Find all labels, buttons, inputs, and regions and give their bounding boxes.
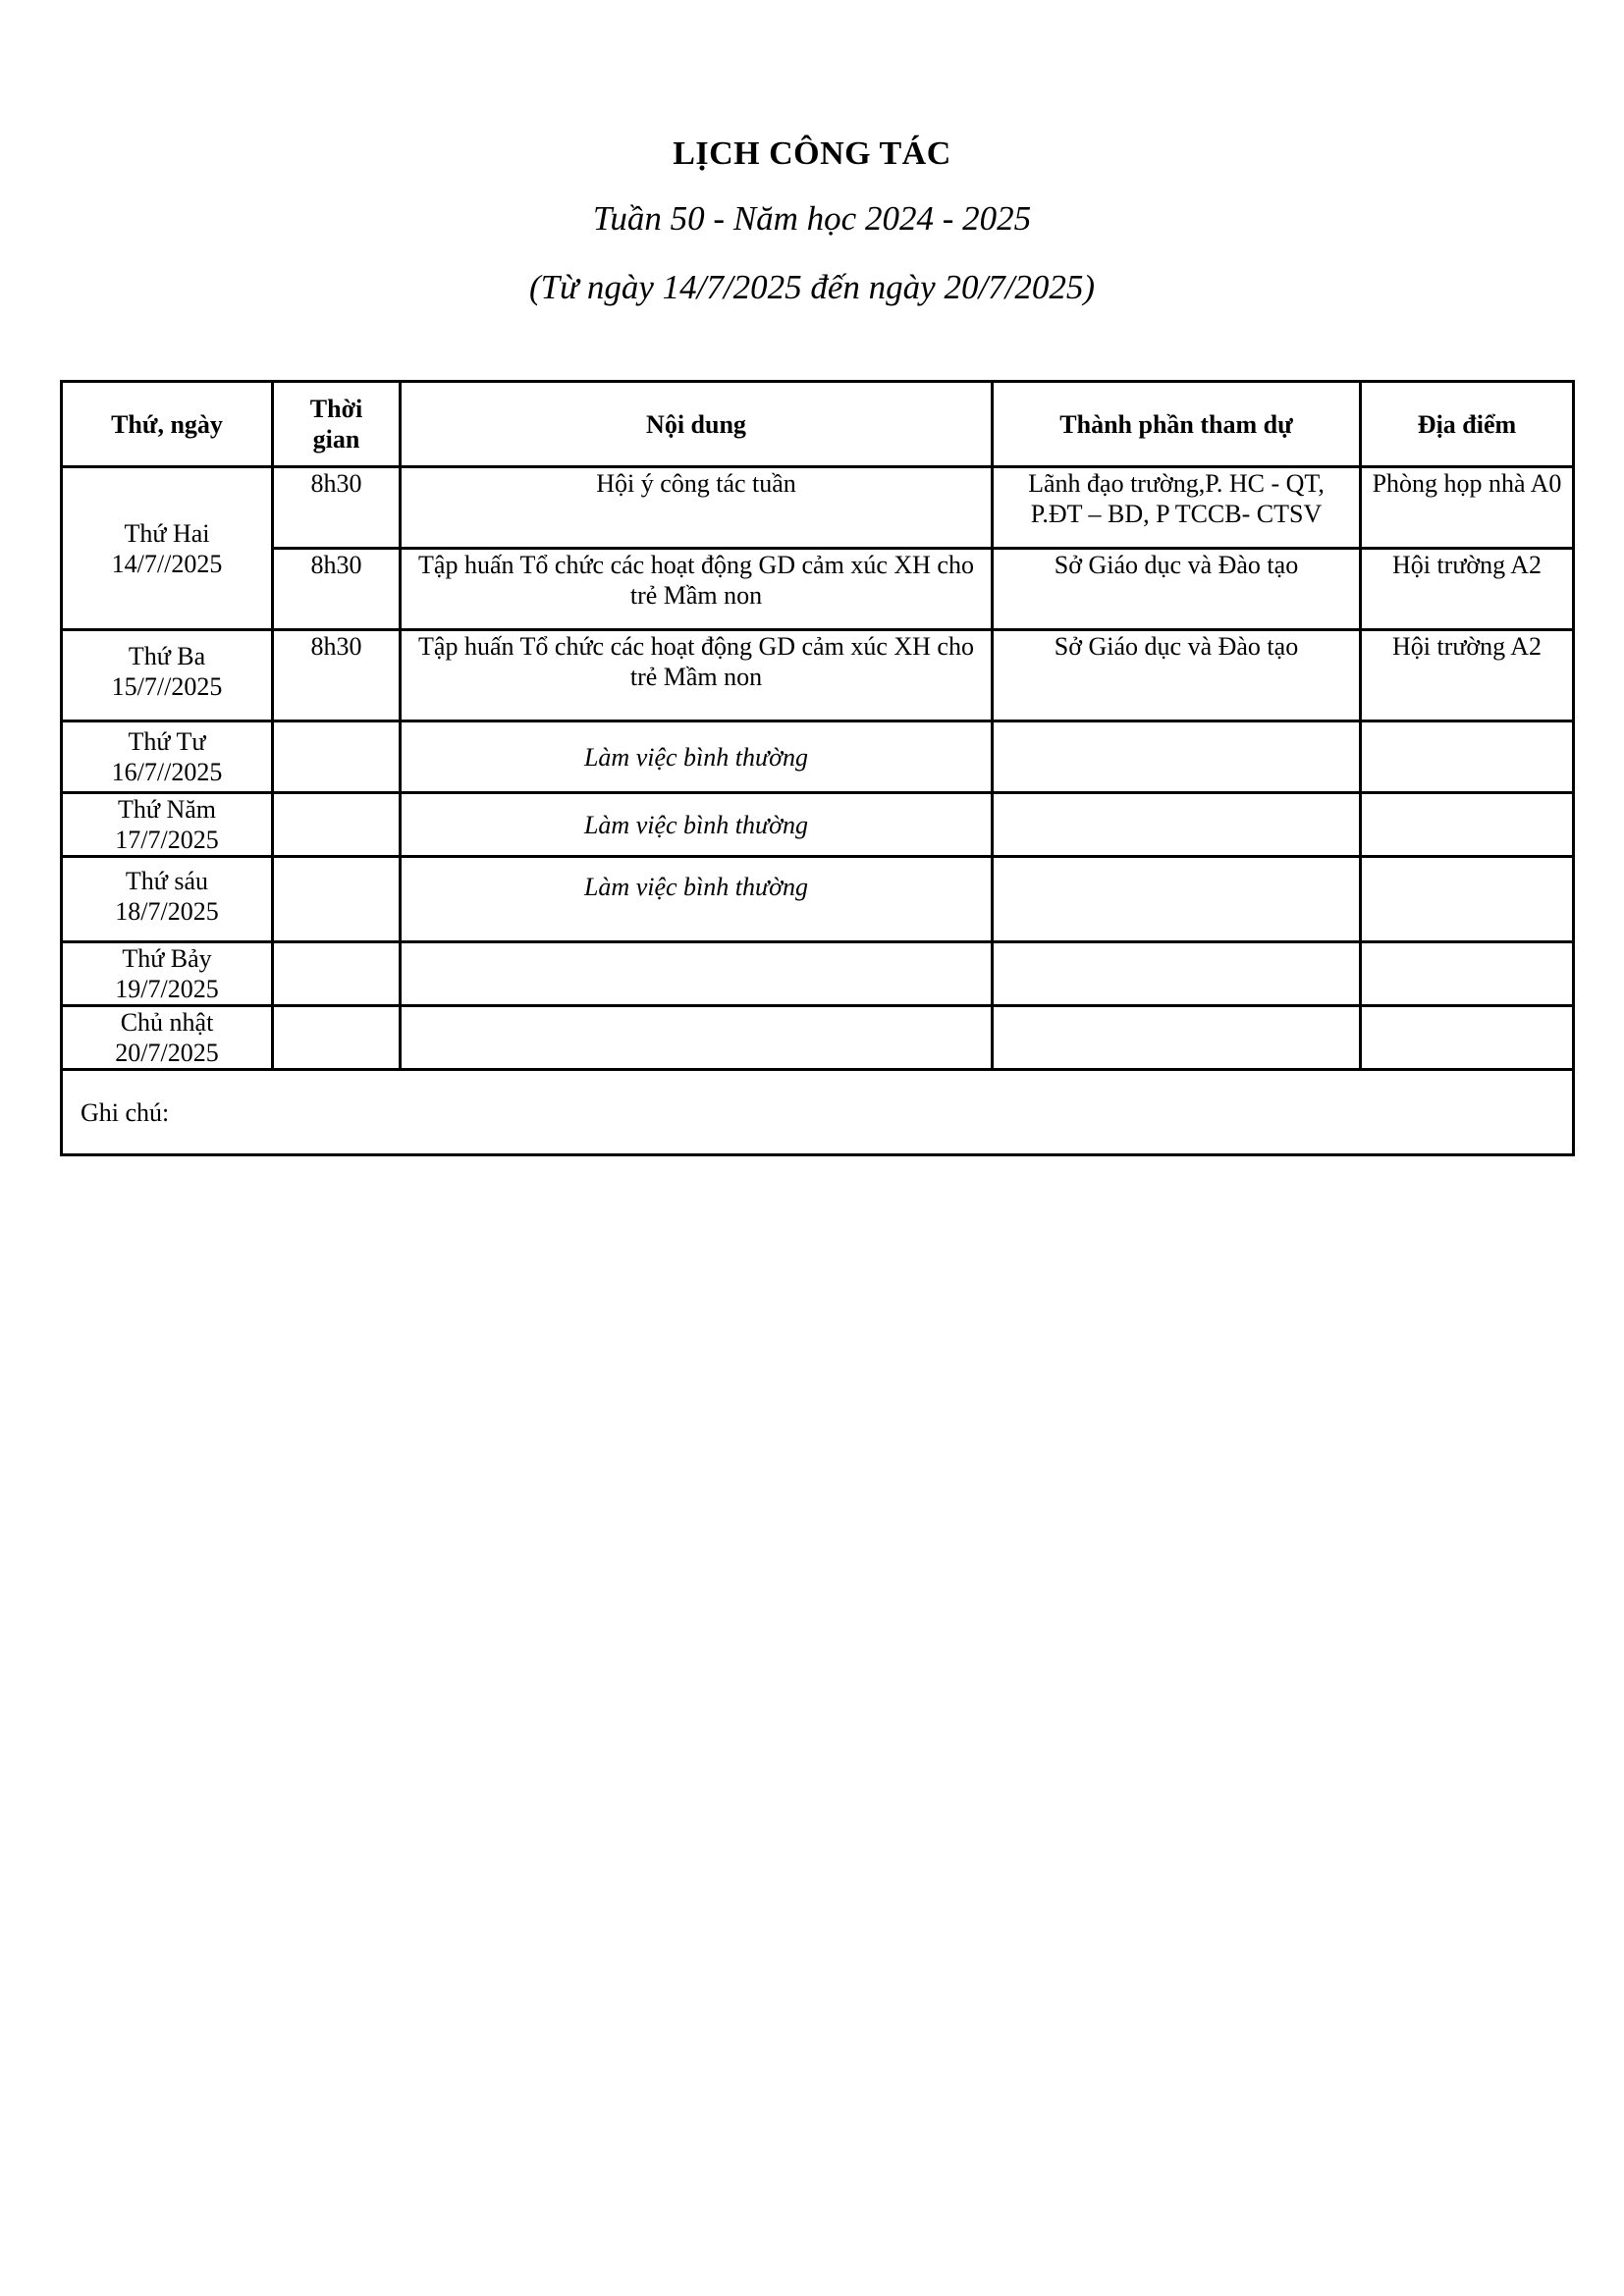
time-cell: 8h30 <box>273 467 401 549</box>
time-cell <box>273 942 401 1006</box>
participants-cell: Lãnh đạo trường,P. HC - QT, P.ĐT – BD, P TCCB- CTSV <box>993 467 1361 549</box>
schedule-table <box>60 380 1575 1156</box>
table-row <box>62 1006 1574 1070</box>
location-cell <box>1361 1006 1574 1070</box>
day-name: Thứ Năm <box>117 795 216 824</box>
participants-cell <box>993 721 1361 793</box>
date-range: (Từ ngày 14/7/2025 đến ngày 20/7/2025) <box>528 268 1096 306</box>
note-label: Ghi chú: <box>62 1070 1574 1155</box>
participants-cell <box>993 1006 1361 1070</box>
day-cell <box>62 793 273 857</box>
participants-cell: Sở Giáo dục và Đào tạo <box>993 630 1361 721</box>
time-cell <box>273 793 401 857</box>
table-row <box>62 630 1574 721</box>
table-row <box>62 793 1574 857</box>
header-time-line1: Thời <box>309 395 363 423</box>
day-name: Thứ Tư <box>128 727 206 756</box>
location-cell <box>1361 857 1574 942</box>
day-cell <box>62 942 273 1006</box>
participants-cell <box>993 793 1361 857</box>
day-name: Chủ nhật <box>120 1008 214 1037</box>
location-cell: Hội trường A2 <box>1361 549 1574 630</box>
day-cell <box>62 630 273 721</box>
participants-cell <box>993 857 1361 942</box>
day-name: Thứ Bảy <box>122 944 212 973</box>
content-cell: Tập huấn Tổ chức các hoạt động GD cảm xúc XH cho trẻ Mầm non <box>401 630 993 721</box>
day-date: 14/7//2025 <box>111 549 223 578</box>
participants-cell: Sở Giáo dục và Đào tạo <box>993 549 1361 630</box>
time-cell <box>273 1006 401 1070</box>
table-row <box>62 721 1574 793</box>
day-name: Thứ Hai <box>124 518 210 548</box>
day-cell <box>62 1006 273 1070</box>
content-cell <box>401 1006 993 1070</box>
location-cell <box>1361 942 1574 1006</box>
content-cell: Làm việc bình thường <box>401 857 993 942</box>
day-date: 17/7/2025 <box>115 826 219 854</box>
day-cell <box>62 467 273 630</box>
day-date: 16/7//2025 <box>111 758 223 786</box>
day-date: 15/7//2025 <box>111 672 223 701</box>
document-title: LỊCH CÔNG TÁC <box>673 135 951 172</box>
content-cell: Làm việc bình thường <box>401 721 993 793</box>
table-row <box>62 942 1574 1006</box>
day-cell <box>62 857 273 942</box>
location-cell: Phòng họp nhà A0 <box>1361 467 1574 549</box>
content-cell <box>401 942 993 1006</box>
table-header-row <box>62 382 1574 467</box>
time-cell: 8h30 <box>273 549 401 630</box>
location-cell <box>1361 793 1574 857</box>
location-cell <box>1361 721 1574 793</box>
content-cell: Làm việc bình thường <box>401 793 993 857</box>
day-date: 20/7/2025 <box>115 1039 219 1067</box>
header-day: Thứ, ngày <box>62 382 273 467</box>
day-date: 19/7/2025 <box>115 975 219 1003</box>
location-cell: Hội trường A2 <box>1361 630 1574 721</box>
time-cell <box>273 721 401 793</box>
header-time-line2: gian <box>312 425 360 454</box>
document-subtitle: Tuần 50 - Năm học 2024 - 2025 <box>592 199 1032 238</box>
table-row <box>62 467 1574 549</box>
content-cell: Hội ý công tác tuần <box>401 467 993 549</box>
day-date: 18/7/2025 <box>115 897 219 926</box>
content-cell: Tập huấn Tổ chức các hoạt động GD cảm xúc XH cho trẻ Mầm non <box>401 549 993 630</box>
day-name: Thứ sáu <box>125 867 209 895</box>
participants-cell <box>993 942 1361 1006</box>
time-cell <box>273 857 401 942</box>
day-name: Thứ Ba <box>128 642 206 670</box>
header-time <box>273 382 401 467</box>
header-location: Địa điểm <box>1361 382 1574 467</box>
table-row <box>62 549 1574 630</box>
table-row <box>62 857 1574 942</box>
header-participants: Thành phần tham dự <box>993 382 1361 467</box>
header-content: Nội dung <box>401 382 993 467</box>
day-cell <box>62 721 273 793</box>
time-cell: 8h30 <box>273 630 401 721</box>
note-row <box>62 1070 1574 1155</box>
